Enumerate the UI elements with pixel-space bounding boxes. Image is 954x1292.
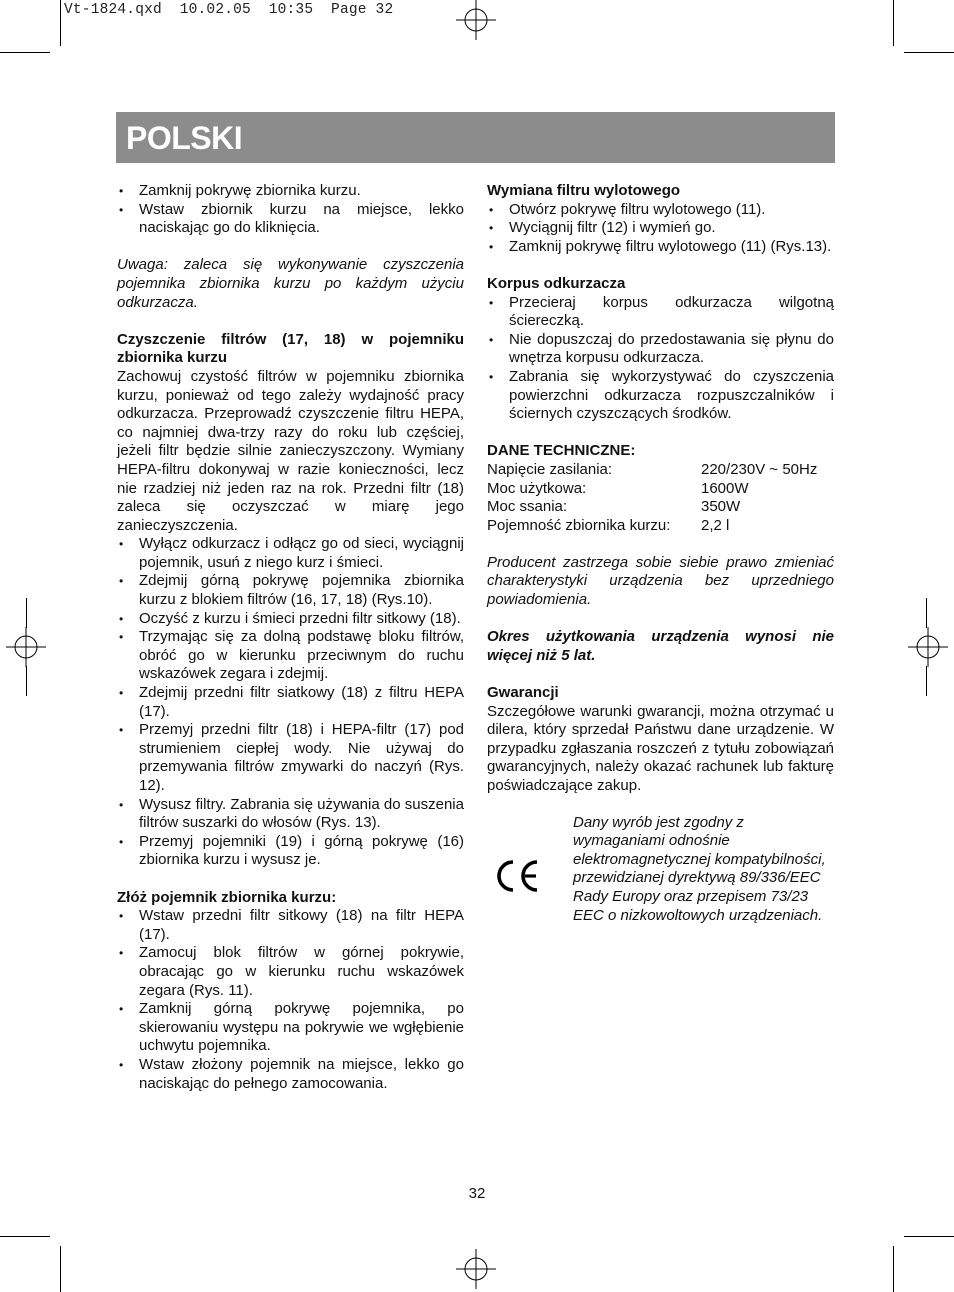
list-item: • Przecieraj korpus odkurzacza wilgotną ściereczką. — [487, 294, 834, 331]
crop-mark — [0, 1236, 50, 1237]
list-item: • Przemyj przedni filtr (18) i HEPA-filtr (17) pod strumieniem ciepłej wody. Nie używaj do przemywania filtrów zmywarki do naczyń (Rys. 12). — [117, 721, 464, 795]
list-item: • Wstaw zbiornik kurzu na miejsce, lekko naciskając go do kliknięcia. — [117, 201, 464, 238]
spec-table — [487, 461, 834, 535]
paragraph: Zachowuj czystość filtrów w pojemniku zbiornika kurzu, ponieważ od tego zależy wydajność pracy odkurzacza. Przeprowadź czyszczenie filtru HEPA, co najmniej dwa-trzy razy do roku lub częściej, jeżeli filtr będzie silnie zanieczyszczony. Wymiany HEPA-filtru dokonywaj w razie konieczności, lecz nie rzadziej niż jeden raz na rok. Przedni filtr (18) zaleca się oczyszczać w miarę jego zanieczyszczenia. — [117, 367, 464, 534]
bullet-list — [487, 294, 834, 424]
crop-mark — [60, 0, 61, 46]
crop-mark — [0, 52, 50, 53]
table-row — [487, 517, 834, 536]
section-heading: Korpus odkurzacza — [487, 274, 626, 292]
crop-mark — [893, 1246, 894, 1292]
manufacturer-note: Producent zastrzega sobie siebie prawo zmieniać charakterystyki urządzenia bez uprzedniego powiadomienia. — [487, 553, 834, 609]
spec-label: Napięcie zasilania: — [487, 460, 613, 478]
print-slug: Vt-1824.qxd 10.02.05 10:35 Page 32 — [64, 2, 394, 18]
left-column — [117, 182, 464, 1093]
list-item: • Zamocuj blok filtrów w górnej pokrywie, obracając go w kierunku ruchu wskazówek zegara (Rys. 11). — [117, 944, 464, 1000]
table-row — [487, 480, 834, 499]
list-item: • Wstaw złożony pojemnik na miejsce, lekko go naciskając do pełnego zamocowania. — [117, 1056, 464, 1093]
conformity-block — [487, 814, 834, 964]
list-item: • Otwórz pokrywę filtru wylotowego (11). — [487, 201, 834, 220]
list-item: • Przemyj pojemniki (19) i górną pokrywę (16) zbiornika kurzu i wysusz je. — [117, 833, 464, 870]
section-heading: DANE TECHNICZNE: — [487, 442, 636, 460]
spec-value: 1600W — [701, 479, 749, 497]
spec-value: 350W — [701, 498, 741, 516]
crop-mark — [26, 598, 27, 628]
section-title: POLSKI — [126, 120, 243, 156]
conformity-text: Dany wyrób jest zgodny z wymaganiami odnośnie elektromagnetycznej kompatybilności, przewidzianej dyrektywą 89/336/EEC Rady Europy oraz przepisem 73/23 EEC o nizkowoltowych urządzeniach. — [573, 813, 826, 924]
spec-label: Pojemność zbiornika kurzu: — [487, 516, 671, 534]
bullet-list — [117, 907, 464, 1093]
crop-mark — [904, 1236, 954, 1237]
registration-mark-icon — [456, 1249, 496, 1289]
registration-mark-icon — [908, 627, 948, 667]
section-heading: Gwarancji — [487, 684, 559, 702]
list-item: • Zamknij górną pokrywę pojemnika, po skierowaniu występu na pokrywie we wgłębienie uchwytu pojemnika. — [117, 1000, 464, 1056]
list-item: • Oczyść z kurzu i śmieci przedni filtr sitkowy (18). — [117, 610, 464, 629]
lifetime-note: Okres użytkowania urządzenia wynosi nie więcej niż 5 lat. — [487, 628, 834, 664]
registration-mark-icon — [456, 0, 496, 40]
list-item: • Zamknij pokrywę zbiornika kurzu. — [117, 182, 464, 201]
bullet-list — [117, 182, 464, 238]
list-item: • Wyciągnij filtr (12) i wymień go. — [487, 219, 834, 238]
list-item: • Wstaw przedni filtr sitkowy (18) na filtr HEPA (17). — [117, 907, 464, 944]
list-item: • Zdejmij przedni filtr siatkowy (18) z filtru HEPA (17). — [117, 684, 464, 721]
registration-mark-icon — [6, 627, 46, 667]
crop-mark — [60, 1246, 61, 1292]
bullet-list — [117, 535, 464, 870]
spec-value: 2,2 l — [701, 516, 730, 534]
spec-label: Moc użytkowa: — [487, 479, 587, 497]
list-item: • Nie dopuszczaj do przedostawania się płynu do wnętrza korpusu odkurzacza. — [487, 331, 834, 368]
crop-mark — [926, 666, 927, 696]
section-heading: Wymiana filtru wylotowego — [487, 182, 681, 199]
list-item: • Zamknij pokrywę filtru wylotowego (11) (Rys.13). — [487, 238, 834, 257]
right-column — [487, 182, 834, 964]
table-row — [487, 498, 834, 517]
usage-note: Uwaga: zaleca się wykonywanie czyszczenia pojemnika zbiornika kurzu po każdym użyciu odkurzacza. — [117, 256, 464, 311]
crop-mark — [893, 0, 894, 46]
list-item: • Trzymając się za dolną podstawę bloku filtrów, obróć go w kierunku przeciwnym do ruchu wskazówek zegara i zdejmij. — [117, 628, 464, 684]
list-item: • Wyłącz odkurzacz i odłącz go od sieci, wyciągnij pojemnik, usuń z niego kurz i śmieci. — [117, 535, 464, 572]
page-number: 32 — [468, 1185, 486, 1202]
section-banner — [116, 112, 835, 163]
list-item: • Wysusz filtry. Zabrania się używania do suszenia filtrów suszarki do włosów (Rys. 13). — [117, 796, 464, 833]
crop-mark — [926, 598, 927, 628]
crop-mark — [904, 52, 954, 53]
ce-mark-icon — [493, 858, 541, 894]
paragraph: Szczegółowe warunki gwarancji, można otrzymać u dilera, który sprzedał Państwu dane urządzenie. W przypadku zgłaszania roszczeń z tytułu zobowiązań gwarancyjnych, należy okazać rachunek lub fakturę poświadczające zakup. — [487, 702, 834, 794]
table-row — [487, 461, 834, 480]
spec-value: 220/230V ~ 50Hz — [701, 460, 818, 478]
bullet-list — [487, 201, 834, 257]
section-heading: Czyszczenie filtrów (17, 18) w pojemniku zbiornika kurzu — [117, 330, 464, 367]
section-heading: Złóż pojemnik zbiornika kurzu: — [117, 888, 337, 906]
crop-mark — [26, 666, 27, 696]
list-item: • Zdejmij górną pokrywę pojemnika zbiornika kurzu z blokiem filtrów (16, 17, 18) (Rys.10). — [117, 572, 464, 609]
list-item: • Zabrania się wykorzystywać do czyszczenia powierzchni odkurzacza rozpuszczalników i ściernych czyszczących środków. — [487, 368, 834, 424]
spec-label: Moc ssania: — [487, 498, 568, 516]
